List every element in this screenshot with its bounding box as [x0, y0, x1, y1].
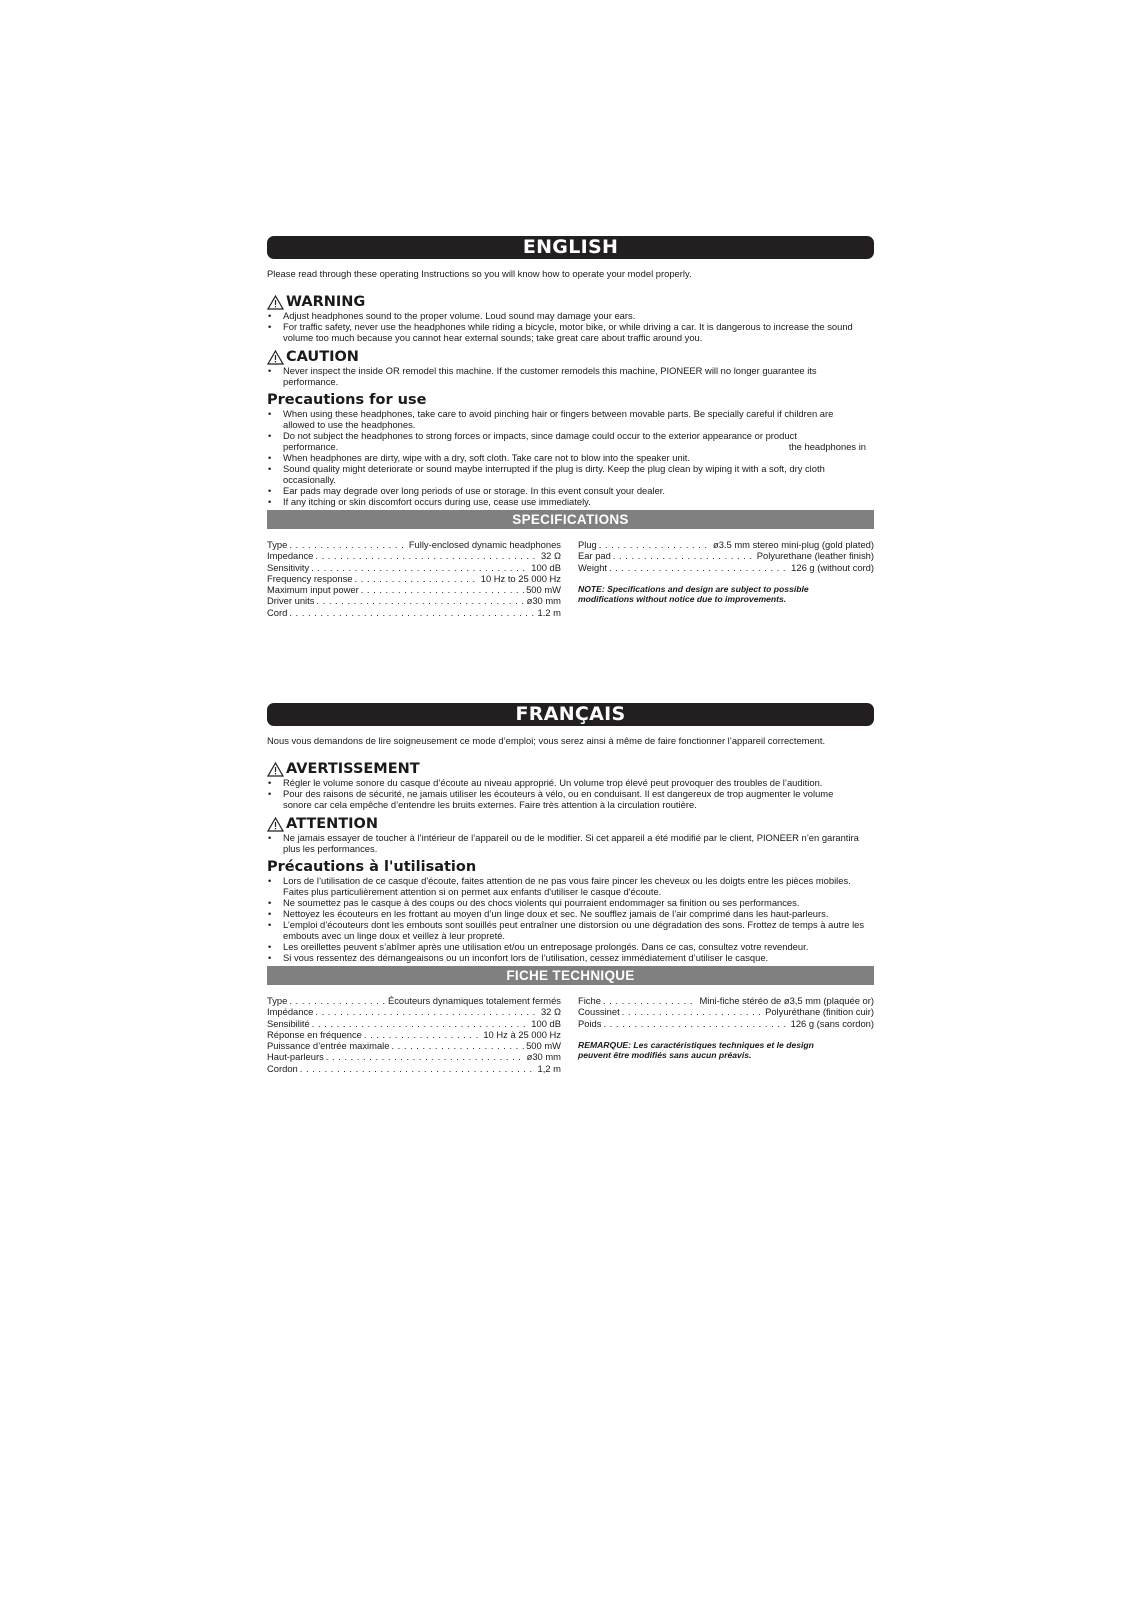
spec-row — [578, 550, 874, 561]
spec-row — [267, 1006, 561, 1017]
warning-list — [267, 310, 874, 343]
spec-value: 126 g (without cord) — [791, 561, 874, 573]
spec-value: 32 Ω — [540, 1006, 561, 1018]
list-item: • Lors de l’utilisation de ce casque d'écoute, faites attention de ne pas vous faire pincer les cheveux ou les doigts entre les pièces mobiles. Faites plus particulièrement attention si on permet aux enfants d'utiliser le casque d'écoute. — [267, 875, 874, 897]
dot-leader — [620, 1006, 763, 1017]
dot-leader — [601, 995, 698, 1006]
caution-triangle-icon — [267, 350, 284, 365]
caution-list — [267, 365, 874, 387]
spec-row — [267, 1029, 561, 1040]
stray-text: the headphones in — [788, 441, 866, 452]
spec-row — [578, 995, 874, 1006]
precautions-fr-list — [267, 875, 874, 963]
spec-value: Fully-enclosed dynamic headphones — [408, 539, 561, 550]
spec-row — [267, 550, 561, 561]
spec-row — [267, 607, 561, 618]
dot-leader — [362, 1029, 481, 1040]
spec-right-rows — [578, 995, 874, 1029]
dot-leader — [611, 550, 755, 561]
spec-right-column — [578, 539, 874, 618]
spec-value: 10 Hz à 25 000 Hz — [483, 1028, 561, 1040]
spec-row — [267, 562, 561, 573]
spec-value: ø3.5 mm stereo mini-plug (gold plated) — [712, 539, 874, 550]
dot-leader — [314, 595, 524, 606]
spec-label: Réponse en fréquence — [267, 1028, 362, 1040]
spec-value: Polyurethane (leather finish) — [756, 550, 874, 562]
list-item: • Pour des raisons de sécurité, ne jamais utiliser les écouteurs à vélo, ou en conduisant. Il est dangereux de trop augmenter le volume sonore car cela empêche d’entendre les bruits externes. Faire très attention à la circulation routière. — [267, 788, 874, 810]
spec-row — [267, 1063, 561, 1074]
spec-label: Haut-parleurs — [267, 1051, 324, 1063]
spec-value: ø30 mm — [526, 595, 561, 607]
spec-label: Poids — [578, 1017, 602, 1029]
spec-value: Écouteurs dynamiques totalement fermés — [387, 995, 561, 1006]
list-item: • Adjust headphones sound to the proper volume. Loud sound may damage your ears. — [267, 310, 874, 321]
spec-label: Fiche — [578, 995, 601, 1006]
spec-label: Cord — [267, 606, 288, 618]
dot-leader — [359, 584, 524, 595]
attention-list — [267, 832, 874, 854]
spec-right-rows — [578, 539, 874, 573]
spec-row — [267, 595, 561, 606]
spec-row — [578, 1018, 874, 1029]
dot-leader — [389, 1040, 524, 1051]
spec-label: Type — [267, 995, 288, 1006]
spec-row — [267, 995, 561, 1006]
spec-value: Mini-fiche stéréo de ø3,5 mm (plaquée or) — [699, 995, 874, 1006]
list-item: • Sound quality might deteriorate or sound maybe interrupted if the plug is dirty. Keep the plug clean by wiping it with a soft, dry cloth occasionally. — [267, 463, 874, 485]
spec-value: 10 Hz to 25 000 Hz — [480, 572, 561, 584]
spec-right-column — [578, 995, 874, 1074]
list-item: • Ne jamais essayer de toucher à l’intérieur de l’appareil ou de le modifier. Si cet appareil a été modifié par le client, PIONEER n’en garantira plus les performances. — [267, 832, 874, 854]
avertissement-list — [267, 777, 874, 810]
spec-label: Maximum input power — [267, 584, 359, 596]
dot-leader — [313, 550, 539, 561]
warning-triangle-icon — [267, 762, 284, 777]
spec-left-column — [267, 995, 561, 1074]
spec-row — [578, 1006, 874, 1017]
dot-leader — [597, 539, 711, 550]
precautions-heading: Precautions for use — [267, 392, 427, 408]
list-item: • Ear pads may degrade over long periods of use or storage. In this event consult your dealer. — [267, 485, 874, 496]
spec-row — [267, 539, 561, 550]
french-header: FRANÇAIS — [267, 703, 874, 726]
english-intro: Please read through these operating Instructions so you will know how to operate your model properly. — [267, 268, 692, 279]
list-item: • If any itching or skin discomfort occurs during use, cease use immediately. — [267, 496, 874, 507]
list-item: • When using these headphones, take care to avoid pinching hair or fingers between movable parts. Be specially careful if children are allowed to use the headphones. — [267, 408, 874, 430]
specifications-bar: SPECIFICATIONS — [267, 510, 874, 529]
dot-leader — [287, 995, 386, 1006]
spec-row — [267, 584, 561, 595]
warning-heading — [267, 294, 874, 310]
spec-row — [267, 1040, 561, 1051]
spec-row — [578, 539, 874, 550]
attention-heading — [267, 816, 874, 832]
english-section — [267, 236, 874, 618]
spec-value: Polyuréthane (finition cuir) — [765, 1006, 874, 1018]
spec-row — [578, 562, 874, 573]
spec-label: Frequency response — [267, 572, 353, 584]
fiche-technique-bar: FICHE TECHNIQUE — [267, 966, 874, 985]
spec-label: Puissance d’entrée maximale — [267, 1040, 390, 1052]
dot-leader — [601, 1018, 788, 1029]
spec-label: Sensibilité — [267, 1017, 310, 1029]
list-item: • Régler le volume sonore du casque d’écoute au niveau approprié. Un volume trop élevé peut provoquer des troubles de l’audition. — [267, 777, 874, 788]
dot-leader — [313, 1006, 539, 1017]
list-item: • When headphones are dirty, wipe with a dry, soft cloth. Take care not to blow into the speaker unit. — [267, 452, 874, 463]
spec-row — [267, 1018, 561, 1029]
dot-leader — [309, 562, 529, 573]
spec-value: 100 dB — [531, 1017, 561, 1029]
caution-triangle-icon — [267, 817, 284, 832]
avertissement-heading — [267, 761, 874, 777]
fiche-technique-columns — [267, 995, 874, 1074]
list-item: • Si vous ressentez des démangeaisons ou un inconfort lors de l’utilisation, cessez immédiatement d’utiliser le casque. — [267, 952, 874, 963]
french-intro: Nous vous demandons de lire soigneusement ce mode d’emploi; vous serez ainsi à même de faire fonctionner l’appareil correctement. — [267, 735, 826, 746]
spec-label: Weight — [578, 561, 608, 573]
spec-label: Plug — [578, 539, 597, 550]
dot-leader — [324, 1051, 525, 1062]
list-item: • Les oreillettes peuvent s’abîmer après une utilisation et/ou un entreposage prolongés. Dans ce cas, consultez votre revendeur. — [267, 941, 874, 952]
french-section — [267, 703, 874, 1074]
list-item: • For traffic safety, never use the headphones while riding a bicycle, motor bike, or while driving a car. It is dangerous to increase the sound volume too much because you cannot hear external sounds; take great care about traffic around you. — [267, 321, 874, 343]
english-header: ENGLISH — [267, 236, 874, 259]
list-item: • Nettoyez les écouteurs en les frottant au moyen d’un linge doux et sec. Ne soufflez jamais de l’air comprimé dans les haut-parleurs. — [267, 908, 874, 919]
spec-value: 100 dB — [531, 561, 561, 573]
spec-row — [267, 573, 561, 584]
attention-title: ATTENTION — [286, 816, 378, 832]
avertissement-title: AVERTISSEMENT — [286, 761, 420, 777]
spec-value: ø30 mm — [526, 1051, 561, 1063]
list-item: • Never inspect the inside OR remodel this machine. If the customer remodels this machine, PIONEER will no longer guarantee its performance. — [267, 365, 874, 387]
spec-value: 500 mW — [526, 1040, 561, 1052]
spec-value: 32 Ω — [540, 550, 561, 562]
spec-value: 1.2 m — [537, 606, 561, 618]
specifications-note: NOTE: Specifications and design are subject to possible modifications without notice due to improvements. — [578, 583, 809, 605]
list-item: • L’emploi d’écouteurs dont les embouts sont souillés peut entraîner une distorsion ou une dégradation des sons. Frottez de temps à autre les embouts avec un linge doux et veillez à leur propreté. — [267, 919, 874, 941]
dot-leader — [287, 607, 535, 618]
warning-title: WARNING — [286, 294, 366, 310]
precautions-list — [267, 408, 874, 507]
spec-label: Driver units — [267, 595, 315, 607]
dot-leader — [352, 573, 478, 584]
specifications-columns — [267, 539, 874, 618]
list-item: • Do not subject the headphones to strong forces or impacts, since damage could occur to the exterior appearance or product performance. — [267, 430, 874, 452]
spec-label: Impédance — [267, 1006, 314, 1018]
dot-leader — [287, 539, 406, 550]
caution-heading — [267, 349, 874, 365]
remarque-note: REMARQUE: Les caractéristiques techniques et le design peuvent être modifiés sans aucun préavis. — [578, 1039, 814, 1061]
spec-left-column — [267, 539, 561, 618]
spec-label: Coussinet — [578, 1006, 620, 1018]
precautions-fr-heading: Précautions à l'utilisation — [267, 859, 477, 875]
spec-value: 500 mW — [526, 584, 561, 596]
spec-label: Sensitivity — [267, 561, 310, 573]
spec-label: Type — [267, 539, 288, 550]
dot-leader — [607, 562, 789, 573]
warning-triangle-icon — [267, 295, 284, 310]
list-item: • Ne soumettez pas le casque à des coups ou des chocs violents qui pourraient endommager sa finition ou ses performances. — [267, 897, 874, 908]
spec-value: 1,2 m — [537, 1062, 561, 1074]
spec-label: Cordon — [267, 1062, 298, 1074]
dot-leader — [310, 1018, 530, 1029]
caution-title: CAUTION — [286, 349, 359, 365]
spec-label: Impedance — [267, 550, 314, 562]
spec-row — [267, 1051, 561, 1062]
dot-leader — [298, 1063, 536, 1074]
spec-label: Ear pad — [578, 550, 611, 562]
spec-value: 126 g (sans cordon) — [790, 1017, 874, 1029]
